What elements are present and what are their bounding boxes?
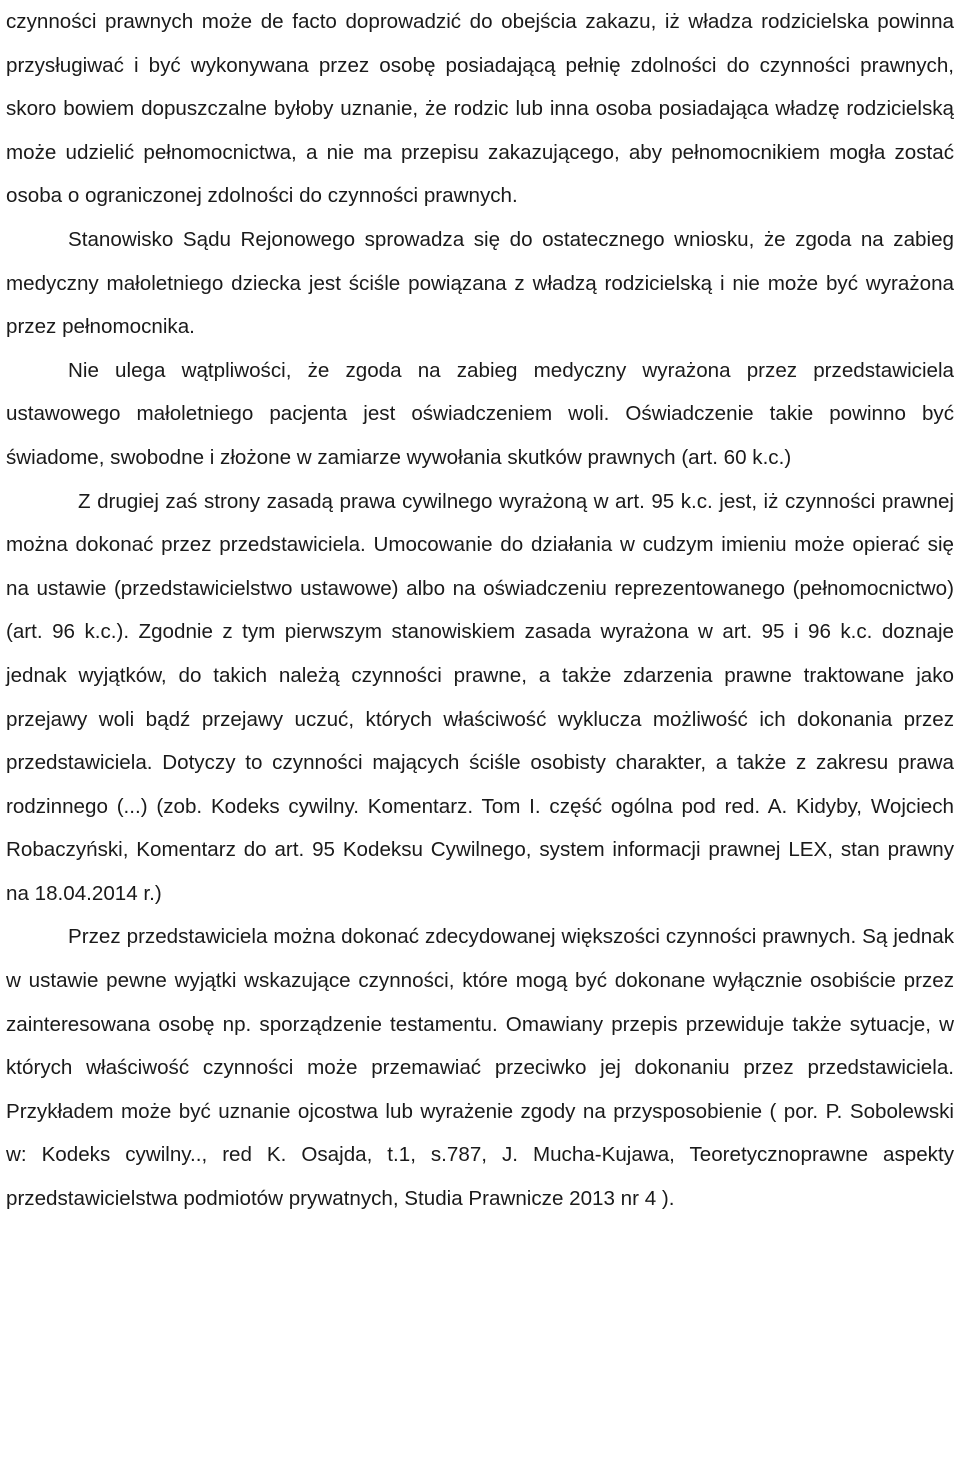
document-page: [6, 0, 954, 1221]
paragraph-5: Przez przedstawiciela można dokonać zdecydowanej większości czynności prawnych. Są jednak w ustawie pewne wyjątki wskazujące czynności, które mogą być dokonane wyłącznie osobiście przez zainteresowana osobę np. sporządzenie testamentu. Omawiany przepis przewiduje także sytuacje, w których właściwość czynności może przemawiać przeciwko jej dokonaniu przez przedstawiciela. Przykładem może być uznanie ojcostwa lub wyrażenie zgody na przysposobienie ( por. P. Sobolewski w: Kodeks cywilny.., red K. Osajda, t.1, s.787, J. Mucha-Kujawa, Teoretycznoprawne aspekty przedstawicielstwa podmiotów prywatnych, Studia Prawnicze 2013 nr 4 ).: [6, 925, 954, 1211]
paragraph-3: Nie ulega wątpliwości, że zgoda na zabieg medyczny wyrażona przez przedstawiciela ustawowego małoletniego pacjenta jest oświadczeniem woli. Oświadczenie takie powinno być świadome, swobodne i złożone w zamiarze wywołania skutków prawnych (art. 60 k.c.): [6, 358, 954, 469]
paragraph-4: Z drugiej zaś strony zasadą prawa cywilnego wyrażoną w art. 95 k.c. jest, iż czynności prawnej można dokonać przez przedstawiciela. Umocowanie do działania w cudzym imieniu może opierać się na ustawie (przedstawicielstwo ustawowe) albo na oświadczeniu reprezentowanego (pełnomocnictwo) (art. 96 k.c.). Zgodnie z tym pierwszym stanowiskiem zasada wyrażona w art. 95 i 96 k.c. doznaje jednak wyjątków, do takich należą czynności prawne, a także zdarzenia prawne traktowane jako przejawy woli bądź przejawy uczuć, których właściwość wyklucza możliwość ich dokonania przez przedstawiciela. Dotyczy to czynności mających ściśle osobisty charakter, a także z zakresu prawa rodzinnego (...) (zob. Kodeks cywilny. Komentarz. Tom I. część ogólna pod red. A. Kidyby, Wojciech Robaczyński, Komentarz do art. 95 Kodeksu Cywilnego, system informacji prawnej LEX, stan prawny na 18.04.2014 r.): [6, 489, 954, 905]
paragraph-1: czynności prawnych może de facto doprowadzić do obejścia zakazu, iż władza rodzicielska powinna przysługiwać i być wykonywana przez osobę posiadającą pełnię zdolności do czynności prawnych, skoro bowiem dopuszczalne byłoby uznanie, że rodzic lub inna osoba posiadająca władzę rodzicielską może udzielić pełnomocnictwa, a nie ma przepisu zakazującego, aby pełnomocnikiem mogła zostać osoba o ograniczonej zdolności do czynności prawnych.: [6, 10, 954, 208]
paragraph-2: Stanowisko Sądu Rejonowego sprowadza się do ostatecznego wniosku, że zgoda na zabieg medyczny małoletniego dziecka jest ściśle powiązana z władzą rodzicielską i nie może być wyrażona przez pełnomocnika.: [6, 227, 954, 339]
